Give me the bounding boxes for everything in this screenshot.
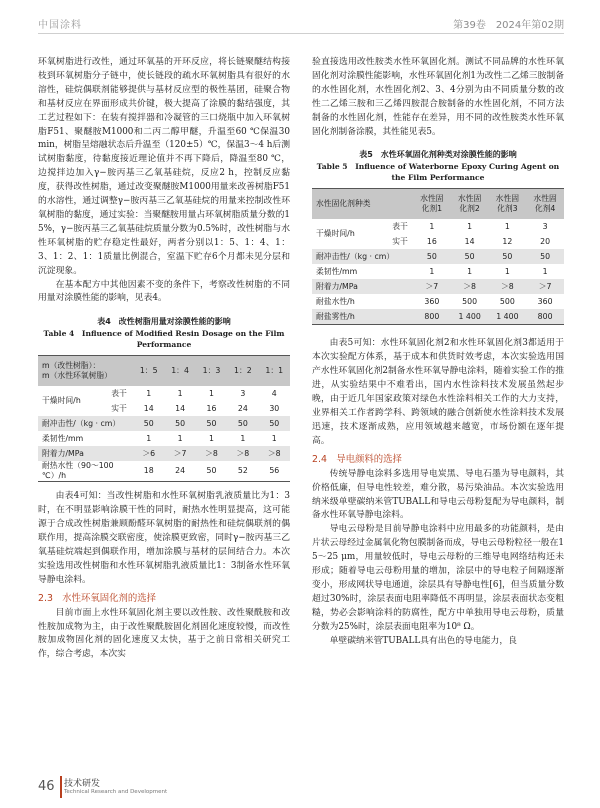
table-cell: 1	[467, 221, 473, 231]
table-row	[312, 309, 564, 325]
paragraph: 目前市面上水性环氧固化剂主要以改性胺、改性聚酰胺和改性胺加成物为主，由于改性聚酰胺固化剂固化速度较慢，而改性胺加成物固化剂的固化速度又太快，基于之前日常相关研究工作，综合考虑，本次实	[38, 607, 290, 660]
table-cell: 1	[542, 266, 548, 276]
table-cell: 800	[413, 309, 451, 325]
table-row	[38, 416, 290, 431]
table5-caption-en: the Film Performance	[391, 173, 485, 183]
section-heading-2-4: 2.4 导电颜料的选择	[312, 453, 402, 465]
table5-col-header: 水性固 化剂2	[451, 189, 489, 220]
table-cell: ＞8	[259, 446, 290, 461]
row-label: 附着力/MPa	[312, 279, 413, 294]
table-cell: 20	[540, 236, 551, 246]
table-row	[312, 294, 564, 309]
table-row	[38, 461, 290, 482]
footer-section-cn: 技术研发	[64, 779, 101, 789]
table-cell: 800	[526, 309, 564, 325]
table4-col-header: 1：5	[133, 356, 164, 387]
table4-caption-cn: 表4 改性树脂用量对涂膜性能的影响	[97, 317, 231, 327]
page-number: 46	[38, 779, 55, 794]
table4-col-header: 1：3	[196, 356, 227, 387]
table-cell: 50	[206, 466, 217, 476]
row-label: 干燥时间/h	[316, 229, 355, 239]
paragraph: 由表4可知：当改性树脂和水性环氧树脂乳液质量比为1：3时，在不明显影响涂膜干性的同时，耐热水性明显提高，这可能源于合成改性树脂兼顾酚醛环氧树脂的耐热性和硅烷偶联剂的偶联作用，提高涂膜交联密度，使涂膜更致密，同时γ−胺丙基三乙氧基硅烷端起到偶联作用，增加涂膜与基材的层间结合力。本次实验选用改性树脂和水性环氧树脂乳液质量比1：3制备水性环氧导静电涂料。	[38, 491, 290, 585]
header-label-line: m（水性环氧树脂）	[42, 371, 112, 381]
table-cell: 14	[175, 403, 186, 413]
row-label: 耐冲击性/（kg · cm）	[312, 249, 413, 264]
table-cell: 500	[462, 296, 478, 306]
row-label: 耐冲击性/（kg · cm）	[38, 416, 133, 431]
table-cell: ＞8	[489, 279, 527, 294]
table-cell: 3	[542, 221, 548, 231]
header-rule	[38, 33, 564, 34]
row-label: 耐盐水性/h	[316, 296, 355, 306]
table-cell: 360	[424, 296, 440, 306]
paragraph: 单壁碳纳米管TUBALL具有出色的导电能力，良	[329, 635, 517, 646]
table-cell: 3	[240, 388, 246, 398]
table-cell: 50	[526, 249, 564, 264]
table-cell: 1	[208, 388, 214, 398]
table-cell: 1	[504, 221, 510, 231]
table-cell: 50	[451, 249, 489, 264]
table-cell: 50	[259, 416, 290, 431]
row-sublabel: 表干	[392, 221, 408, 231]
table4-col-header: 1：2	[227, 356, 258, 387]
row-label: 干燥时间/h	[42, 396, 81, 406]
table-cell: 1	[177, 388, 183, 398]
table-cell: 1	[146, 388, 152, 398]
table4-caption-en: Table 4 Influence of Modified Resin Dosage on the Film Performance	[43, 329, 285, 350]
table4-header-row	[38, 356, 290, 387]
row-sublabel: 实干	[111, 403, 127, 413]
table-cell: 1	[429, 221, 435, 231]
table4-col-header: 1：1	[259, 356, 290, 387]
table-cell: 1	[504, 266, 510, 276]
table-cell: ＞7	[413, 279, 451, 294]
table-cell: 1	[208, 433, 214, 443]
table-cell: ＞8	[451, 279, 489, 294]
table-cell: 24	[175, 466, 186, 476]
table-cell: 50	[413, 249, 451, 264]
journal-name: 中国涂料	[38, 20, 82, 31]
table4-header-label	[38, 356, 133, 387]
table5-header-row	[312, 189, 564, 220]
paragraph: 环氧树脂进行改性，通过环氧基的开环反应，将长链聚醚结构接枝到环氧树脂分子链中，使长链段的疏水环氧树脂具有很好的水溶性，硅烷偶联剂能够提供与基材反应型的极性基团，硅聚合物和基材反应在界面形成共价键，极大提高了涂膜的黏结强度，其工艺过程如下：在装有搅拌器和冷凝管的三口烧瓶中加入环氧树脂F51、聚醚胺M1000和二丙二醇甲醚，升温至60 ℃保温30 min，树脂呈熔融状态后升温至（120±5）℃，保温3～4 h后测试树脂黏度，待黏度接近理论值并不再下降后，降温至80 ℃，边搅拌边加入γ−胺丙基三乙氧基硅烷，反应2 h，控制反应黏度，获得改性树脂，通过改变聚醚胺M1000用量来改善树脂F51的水溶性，通过调整γ−胺丙基三乙氧基硅烷的用量来控制改性环氧树脂的黏度，通过实验：当聚醚胺用量占环氧树脂质量分数的15%，γ−胺丙基三乙氧基硅烷质量分数为0.5%时，改性树脂与水性环氧树脂的贮存稳定性最好，两者分别以1：5、1：4、1：3、1：2、1：1质量比例混合，室温下贮存6个月都未见分层和沉淀现象。	[38, 57, 291, 276]
table-cell: 56	[269, 466, 280, 476]
table-cell: 360	[537, 296, 553, 306]
header-label-line: m（改性树脂）：	[42, 361, 101, 371]
table-cell: 1	[177, 433, 183, 443]
table-cell: 30	[269, 403, 280, 413]
table-cell: 24	[237, 403, 248, 413]
table-cell: 50	[133, 416, 164, 431]
row-label: 柔韧性/mm	[42, 433, 84, 443]
footer-accent-bar	[60, 776, 62, 798]
table-cell: 1	[271, 433, 277, 443]
table-cell: ＞8	[196, 446, 227, 461]
table-row	[38, 431, 290, 446]
table-cell: ＞8	[227, 446, 258, 461]
table4	[38, 355, 290, 482]
table-cell: 50	[196, 416, 227, 431]
table5	[312, 188, 564, 325]
issue-info: 第39卷 2024年第02期	[453, 20, 564, 31]
table5-col-header: 水性固 化剂1	[413, 189, 451, 220]
paragraph: 由表5可知：水性环氧固化剂2和水性环氧固化剂3都适用于本次实验配方体系，基于成本和供货时效考虑，本次实验选用国产水性环氧固化剂2制备水性环氧导静电涂料，随着实验工作的推进，从实验结果中不难看出，国内水性涂料技术发展虽然起步晚，由于近几年国家政策对绿色水性涂料相关工作的大力支持，业界相关工作者跨学科、跨领域的融合创新使水性涂料技术发展迅速，技术逐渐成熟，应用领域越来越宽，市场份额在逐年提高。	[312, 338, 564, 446]
paragraph: 传统导静电涂料多选用导电炭黑、导电石墨为导电颜料，其价格低廉，但导电性较差，难分散，易污染油品。本次实验选用纳米级单壁碳纳米管TUBALL和导电云母粉复配为导电颜料，制备水性环氧导静电涂料。	[312, 468, 564, 521]
table5-col-header: 水性固 化剂4	[526, 189, 564, 220]
table-row	[312, 249, 564, 264]
table-cell: 1	[429, 266, 435, 276]
table-cell: 50	[164, 416, 195, 431]
table-row	[38, 386, 290, 401]
section-heading-2-3: 2.3 水性环氧固化剂的选择	[38, 592, 157, 604]
table-cell: 1	[240, 433, 246, 443]
table-cell: 14	[464, 236, 475, 246]
table-cell: 12	[502, 236, 513, 246]
table-cell: 1	[146, 433, 152, 443]
paragraph: 验直接选用改性胺类水性环氧固化剂。测试不同品牌的水性环氧固化剂对涂膜性能影响，水性环氧固化剂1为改性二乙烯三胺制备的水性固化剂，水性固化剂2、3、4分别为由不同质量分数的改性二乙烯三胺和三乙烯四胺混合胺制备的水性固化剂，不同方法制备的水性固化剂，性能存在差异，用不同的改性胺类水性环氧固化剂制备涂膜，其性能见表5。	[312, 57, 564, 137]
table5-header-label: 水性固化剂种类	[312, 189, 413, 220]
paragraph: 导电云母粉是目前导静电涂料中应用最多的功能颜料，是由片状云母经过金属氧化物包膜制备而成，导电云母粉粒径一般在15～25 μm，用量较低时，导电云母粉的三维导电网络结构还未形成；随着导电云母粉用量的增加，涂层中的导电粒子间隔逐渐变小，形成网状导电通道，涂层具有导静电性[6]，但当质量分数超过30%时，涂层表面电阻率降低不再明显，涂层表面状态变粗糙，势必会影响涂料的防腐性，配方中单独用导电云母粉，质量分数为25%时，涂层表面电阻率为10⁸ Ω。	[312, 524, 564, 632]
table-row	[312, 279, 564, 294]
row-label: 耐盐雾性/h	[312, 309, 413, 325]
row-label: 柔韧性/mm	[316, 266, 358, 276]
paragraph: 在基本配方中其他因素不变的条件下，考察改性树脂的不同用量对涂膜性能的影响，见表4。	[38, 279, 290, 304]
footer-section-en: Technical Research and Development	[64, 789, 168, 795]
table-cell: 14	[143, 403, 154, 413]
table-cell: ＞6	[133, 446, 164, 461]
table-cell: 16	[426, 236, 437, 246]
right-column	[312, 56, 564, 648]
table-cell: 50	[489, 249, 527, 264]
table-cell: 500	[499, 296, 515, 306]
table-row	[312, 264, 564, 279]
table-cell: 1 400	[489, 309, 527, 325]
table-cell: 1 400	[451, 309, 489, 325]
table-cell: ＞7	[526, 279, 564, 294]
table-cell: ＞7	[164, 446, 195, 461]
table-cell: 52	[237, 466, 248, 476]
row-sublabel: 实干	[392, 236, 408, 246]
table5-caption-cn: 表5 水性环氧固化剂种类对涂膜性能的影响	[359, 150, 517, 160]
table-row	[312, 219, 564, 234]
left-column	[38, 56, 290, 662]
row-label: 耐热水性（90～100 ℃）/h	[42, 461, 114, 481]
table-cell: 50	[227, 416, 258, 431]
table-cell: 4	[271, 388, 277, 398]
table5-caption-en: Table 5 Influence of Waterborne Epoxy Curing Agent on	[316, 162, 560, 172]
table-cell: 16	[206, 403, 217, 413]
row-sublabel: 表干	[111, 388, 127, 398]
table-row	[38, 446, 290, 461]
table-cell: 18	[143, 466, 154, 476]
table-cell: 1	[467, 266, 473, 276]
row-label: 附着力/MPa	[38, 446, 133, 461]
table4-col-header: 1：4	[164, 356, 195, 387]
table5-col-header: 水性固 化剂3	[489, 189, 527, 220]
